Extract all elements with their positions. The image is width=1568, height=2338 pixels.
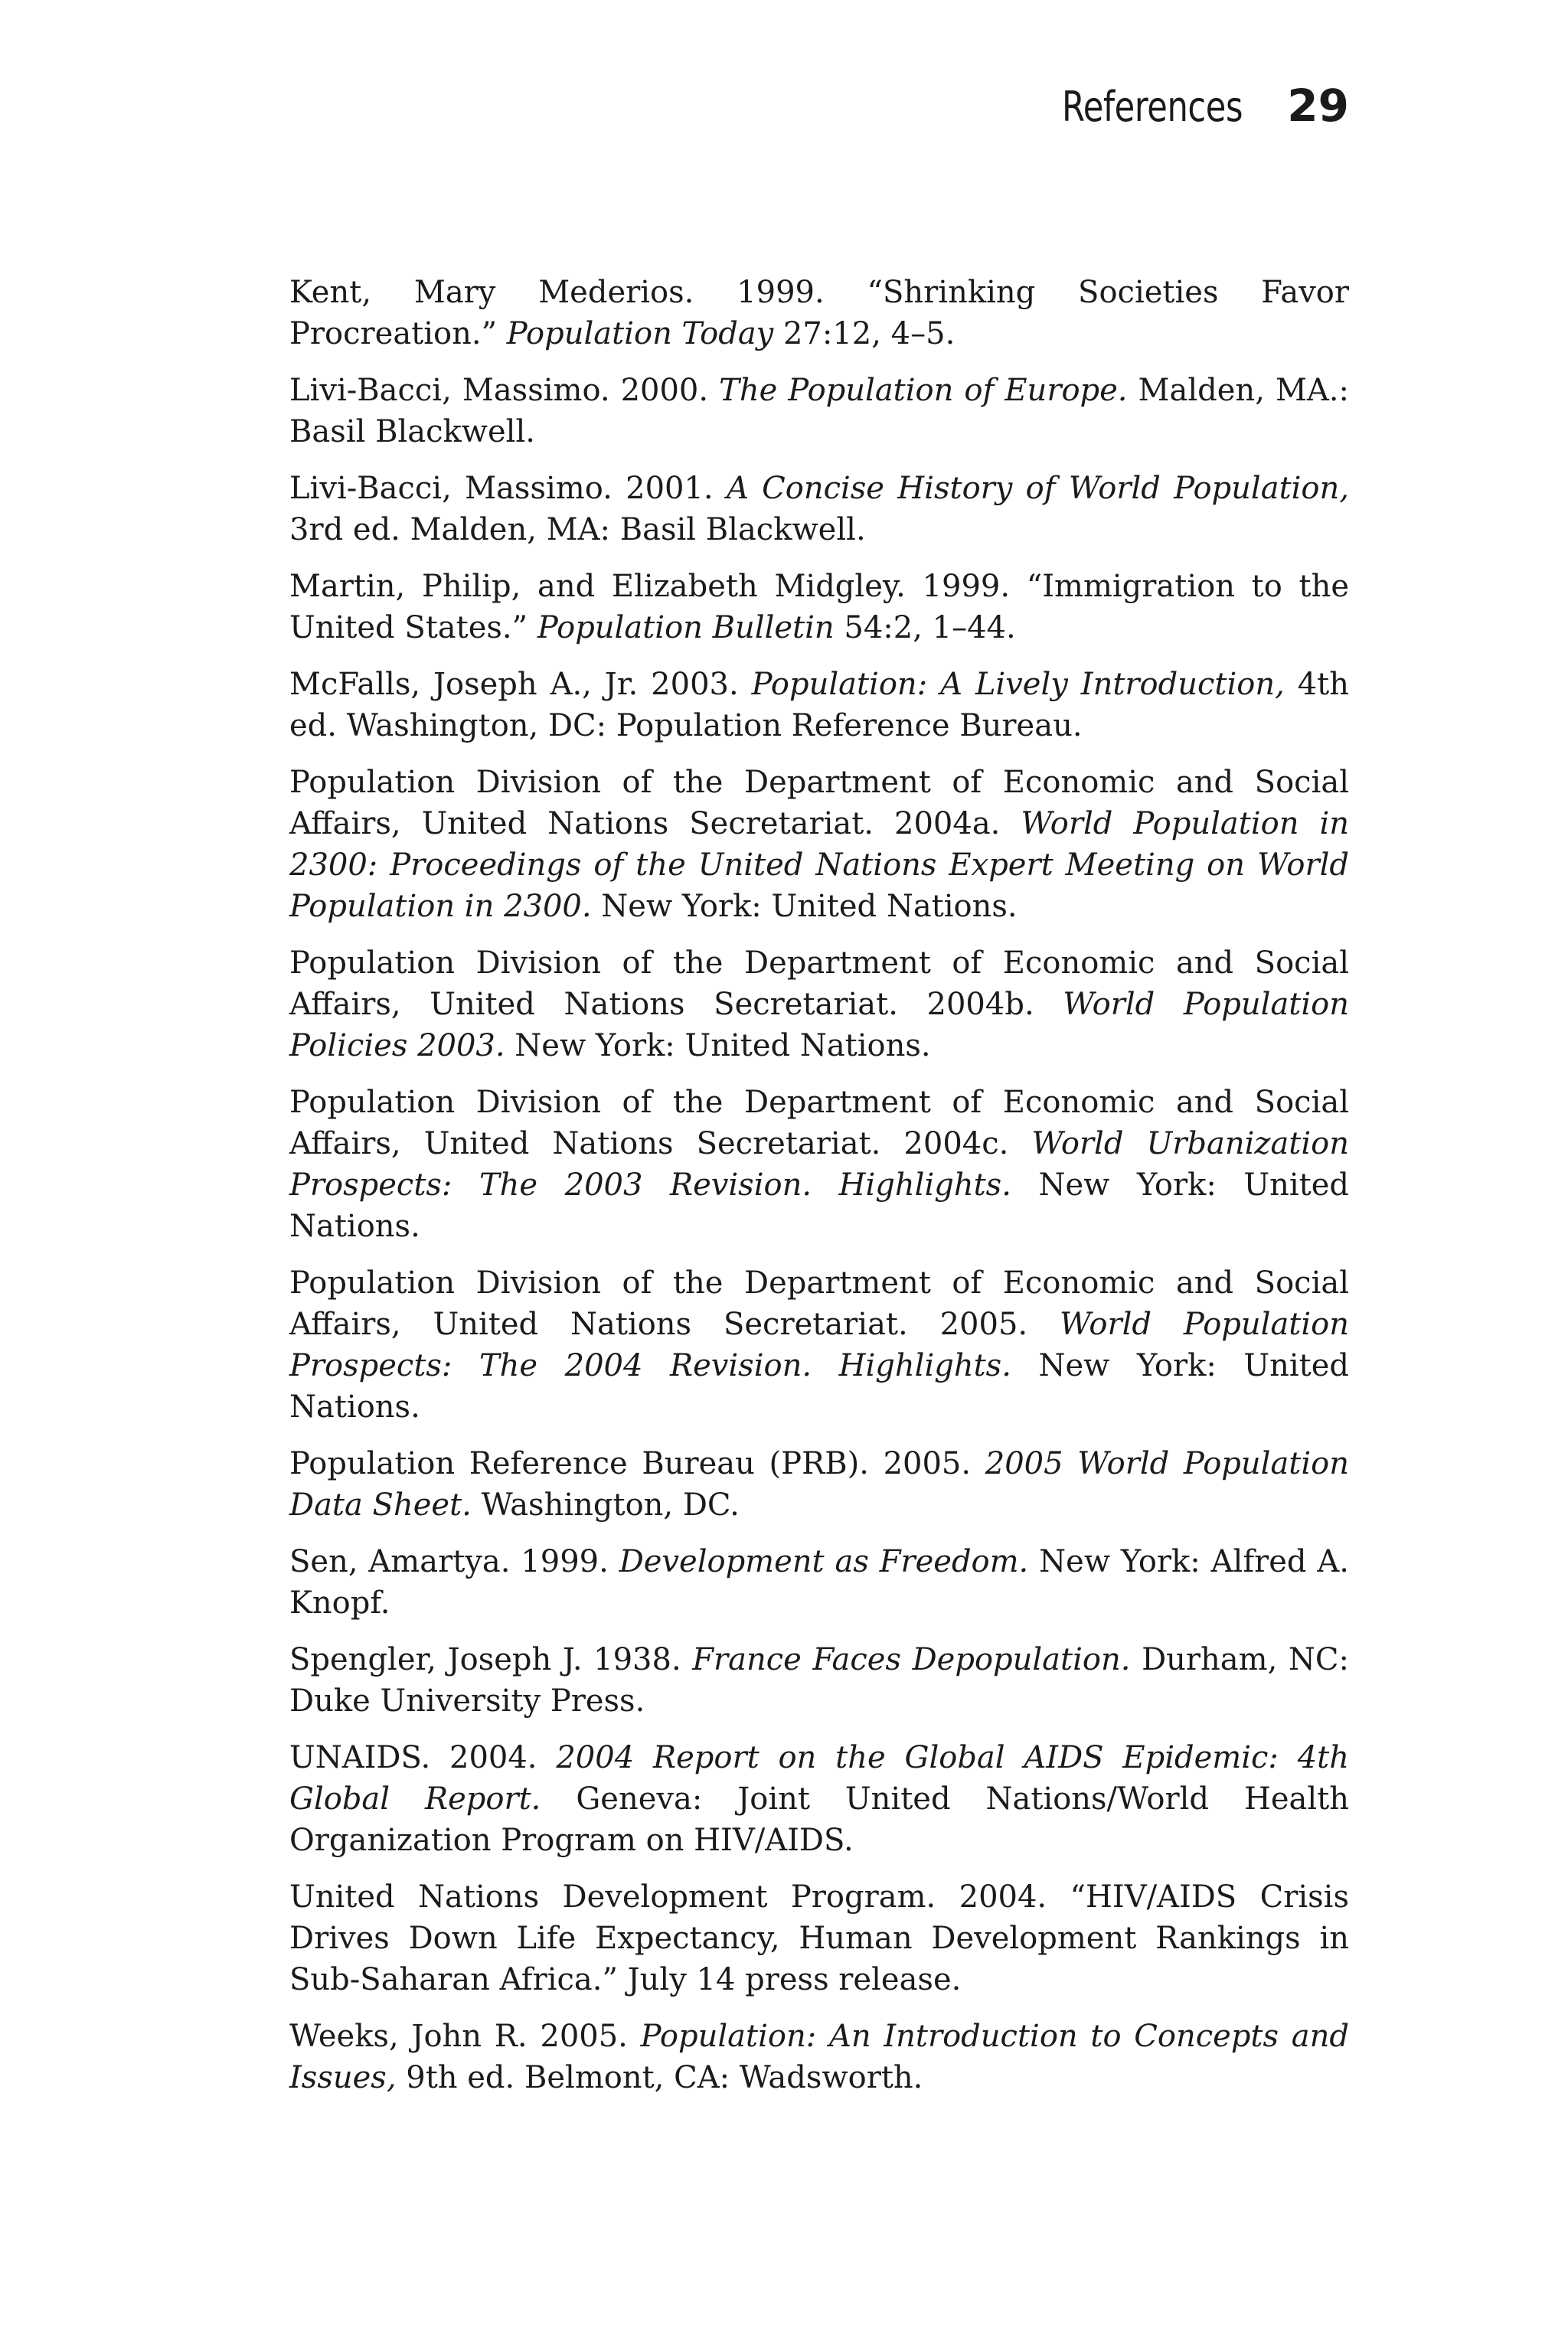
reference-entry: Weeks, John R. 2005. Population: An Introduction to Concepts and Issues, 9th ed. Belmont, CA: Wadsworth. [289,2019,1349,2095]
reference-entry: United Nations Development Program. 2004. “HIV/AIDS Crisis Drives Down Life Expectancy, Human Development Rankings in Sub-Saharan Africa.” July 14 press release. [289,1879,1349,1997]
reference-entry: McFalls, Joseph A., Jr. 2003. Population: A Lively Introduction, 4th ed. Washington, DC: Population Reference Bureau. [289,667,1350,743]
reference-entry: Livi-Bacci, Massimo. 2000. The Population of Europe. Malden, MA.: Basil Blackwell. [289,373,1349,449]
reference-entry: Population Division of the Department of Economic and Social Affairs, United Nations Secretariat. 2004c. World Urbanization Prospects: The 2003 Revision. Highlights. New York: United Nations. [289,1085,1350,1244]
reference-entry: Population Division of the Department of Economic and Social Affairs, United Nations Secretariat. 2004a. World Population in 2300: Proceedings of the United Nations Expert Meeting on World Population in 2300. New York: United Nations. [289,765,1350,924]
reference-entry: Sen, Amartya. 1999. Development as Freedom. New York: Alfred A. Knopf. [289,1544,1349,1621]
reference-entry: Livi-Bacci, Massimo. 2001. A Concise History of World Population, 3rd ed. Malden, MA: Basil Blackwell. [289,471,1349,547]
reference-entry: Spengler, Joseph J. 1938. France Faces Depopulation. Durham, NC: Duke University Press. [289,1642,1350,1719]
reference-entry: Martin, Philip, and Elizabeth Midgley. 1999. “Immigration to the United States.” Population Bulletin 54:2, 1–44. [289,569,1349,645]
reference-entry: Population Division of the Department of Economic and Social Affairs, United Nations Secretariat. 2004b. World Population Policies 2003. New York: United Nations. [289,945,1349,1063]
page-number: 29 [1287,80,1349,132]
reference-entry: UNAIDS. 2004. 2004 Report on the Global AIDS Epidemic: 4th Global Report. Geneva: Joint United Nations/World Health Organization Program on HIV/AIDS. [289,1740,1349,1858]
reference-entry: Kent, Mary Mederios. 1999. “Shrinking Societies Favor Procreation.” Population Today 27:12, 4–5. [289,275,1349,351]
reference-entry: Population Division of the Department of Economic and Social Affairs, United Nations Secretariat. 2005. World Population Prospects: The 2004 Revision. Highlights. New York: United Nations. [289,1265,1349,1425]
running-head [1017,80,1349,132]
reference-list [289,272,1349,2114]
reference-entry: Population Reference Bureau (PRB). 2005. 2005 World Population Data Sheet. Washington, DC. [289,1446,1349,1523]
section-title: References [1062,83,1243,131]
